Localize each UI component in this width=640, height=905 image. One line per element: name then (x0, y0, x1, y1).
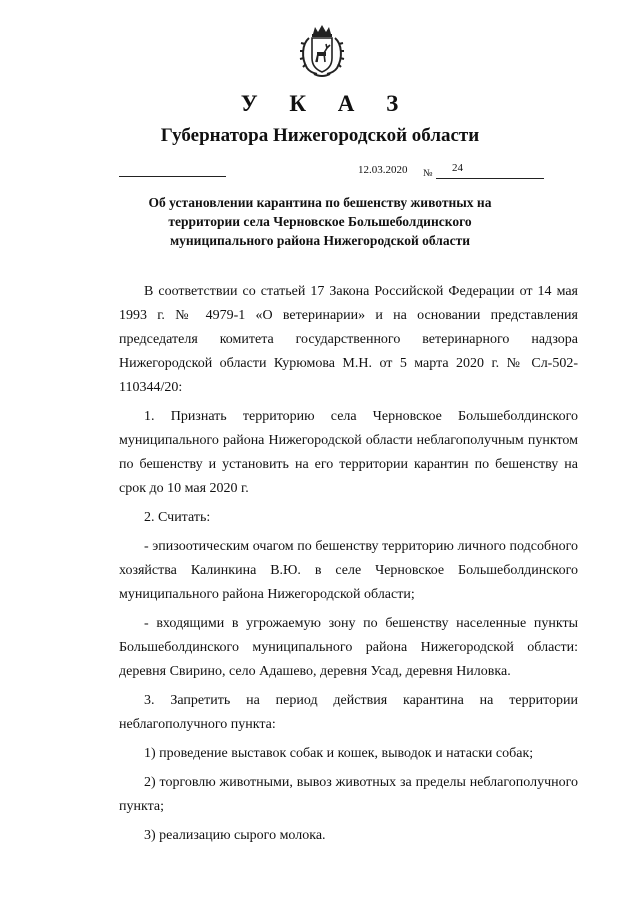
paragraph: - входящими в угрожаемую зону по бешенству населенные пункты Большеболдинского муниципального района Нижегородской области: деревня Свирино, село Адашево, деревня Усад, деревня Ниловка. (119, 616, 578, 679)
paragraph: 1. Признать территорию села Черновское Большеболдинского муниципального района Нижегородской области неблагополучным пунктом по бешенству и установить на его территории карантин по бешенству на срок до 10 мая 2020 г. (119, 409, 578, 496)
paragraph: В соответствии со статьей 17 Закона Российской Федерации от 14 мая 1993 г. № 4979-1 «О ветеринарии» и на основании представления председателя комитета государственного ветеринарного надзора Нижегородской области Курюмова М.Н. от 5 марта 2020 г. № Сл-502-110344/20: (119, 284, 578, 395)
coat-of-arms-icon (299, 24, 345, 80)
heading-line: Об установлении карантина по бешенству животных на (148, 195, 492, 210)
paragraph: 1) проведение выставок собак и кошек, выводок и натаски собак; (144, 746, 534, 761)
paragraph: 2) торговлю животными, вывоз животных за пределы неблагополучного пункта; (119, 775, 578, 814)
document-title: У К А З (240, 91, 412, 116)
heading-line: территории села Черновское Большеболдинского (168, 214, 472, 229)
number-line (436, 178, 544, 179)
paragraph: 3. Запретить на период действия карантина на территории неблагополучного пункта: (119, 693, 578, 732)
document-date: 12.03.2020 (358, 164, 408, 176)
document-heading (120, 193, 520, 250)
blank-line (119, 176, 226, 177)
document-number: 24 (452, 162, 463, 174)
document-subtitle: Губернатора Нижегородской области (160, 125, 480, 146)
number-sign: № (423, 168, 433, 179)
paragraph: - эпизоотическим очагом по бешенству территорию личного подсобного хозяйства Калинкина В.Ю. в селе Черновское Большеболдинского муниципального района Нижегородской области; (119, 539, 578, 602)
paragraph: 3) реализацию сырого молока. (144, 828, 326, 843)
paragraph: 2. Считать: (144, 510, 211, 525)
heading-line: муниципального района Нижегородской области (169, 233, 471, 248)
document-body (119, 280, 578, 853)
